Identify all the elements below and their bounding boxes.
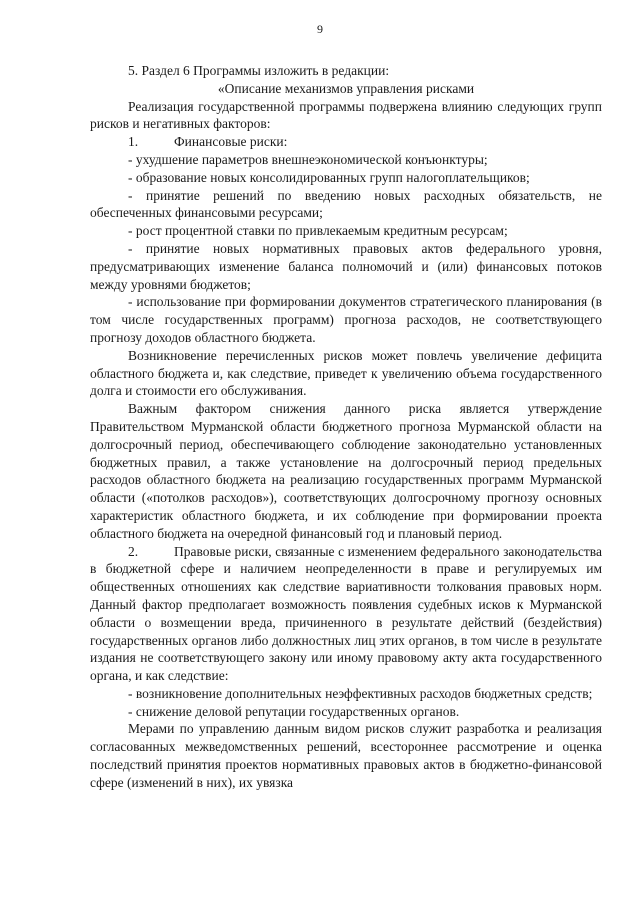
bullet-item: - ухудшение параметров внешнеэкономической конъюнктуры; <box>128 151 488 167</box>
bullet-item: - образование новых консолидированных групп налогоплательщиков; <box>128 169 530 185</box>
bullet-item: - использование при формировании документов стратегического планирования (в том числе государственных программ) прогноза расходов, не соответствующего прогнозу доходов областного бюджета. <box>90 294 602 345</box>
item-title: Финансовые риски: <box>174 134 288 150</box>
section-title: «Описание механизмов управления рисками <box>217 80 475 96</box>
bullet-item: - возникновение дополнительных неэффективных расходов бюджетных средств; <box>128 685 593 701</box>
bullet-item: - принятие новых нормативных правовых актов федерального уровня, предусматривающих изменение баланса полномочий и (или) финансовых потоков между уровнями бюджетов; <box>90 240 602 292</box>
bullet-item: - снижение деловой репутации государственных органов. <box>128 703 460 719</box>
list-item-legal-risks <box>90 543 602 685</box>
bullet-item: - рост процентной ставки по привлекаемым кредитным ресурсам; <box>128 223 508 239</box>
body-paragraph: Важным фактором снижения данного риска является утверждение Правительством Мурманской области бюджетного прогноза Мурманской области на долгосрочный период, обеспечивающего соблюдение законодательно установленных бюджетных правил, а также установление на долгосрочный период предельных расходов областного бюджета на реализацию государственных программ Мурманской области («потолков расходов»), соответствующих долгосрочному прогнозу основных характеристик областного бюджета, и их соблюдение при формировании проекта областного бюджета на очередной финансовый год и плановый период. <box>90 401 602 541</box>
body-paragraph: Мерами по управлению данным видом рисков служит разработка и реализация согласованных межведомственных решений, всестороннее рассмотрение и оценка последствий принятия проектов нормативных правовых актов в бюджетно-финансовой сфере (изменений в них), их увязка <box>90 721 602 790</box>
item-text: Правовые риски, связанные с изменением федерального законодательства в бюджетной сфере и наличием неопределенности в праве и регулируемых им общественных отношениях как следствие вариативности толкования правовых норм. Данный фактор предполагает возможность появления судебных исков к Мурманской области о возмещении вреда, причиненного в результате действий (бездействия) государственных органов либо должностных лиц этих органов, в том числе в результате издания не соответствующего закону или иному правовому акту акта государственного органа, и как следствие: <box>90 543 602 684</box>
bullet-item: - принятие решений по введению новых расходных обязательств, не обеспеченных финансовыми ресурсами; <box>90 187 602 221</box>
document-body <box>90 62 602 792</box>
list-item-financial-risks <box>90 133 602 151</box>
intro-paragraph: Реализация государственной программы подвержена влиянию следующих групп рисков и негативных факторов: <box>90 98 602 132</box>
section-heading: 5. Раздел 6 Программы изложить в редакции: <box>128 63 390 78</box>
page-number: 9 <box>317 22 323 36</box>
item-number: 1. <box>128 134 139 150</box>
item-number: 2. <box>128 543 139 559</box>
body-paragraph: Возникновение перечисленных рисков может повлечь увеличение дефицита областного бюджета и, как следствие, приведет к увеличению объема государственного долга и стоимости его обслуживания. <box>90 347 602 399</box>
